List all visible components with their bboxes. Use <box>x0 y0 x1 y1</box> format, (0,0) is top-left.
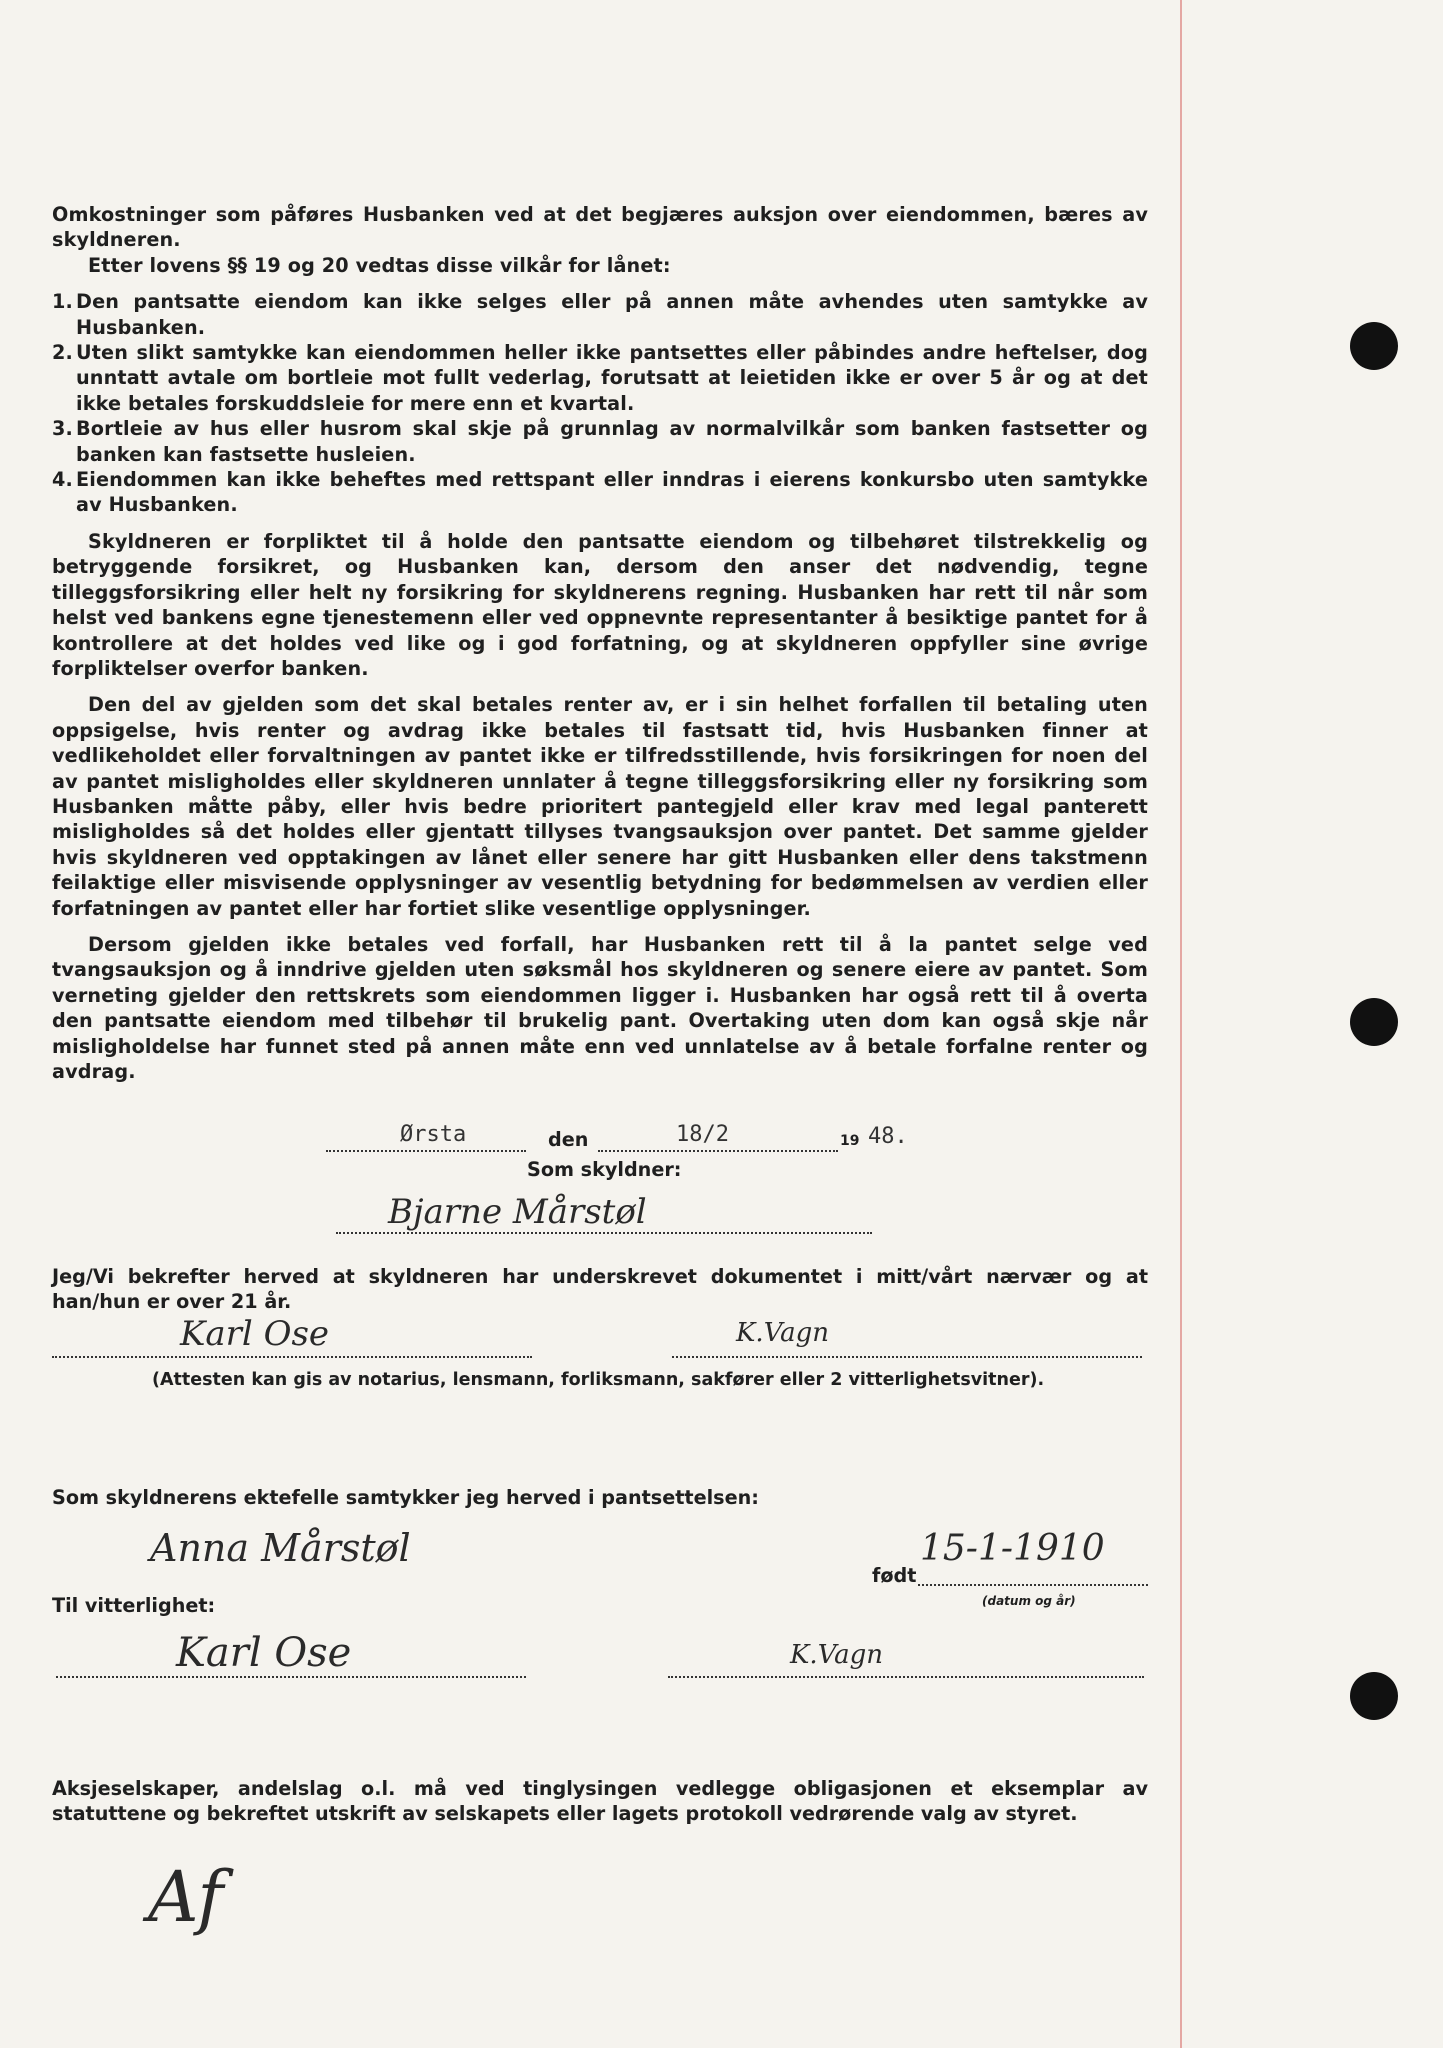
place-line <box>326 1150 526 1152</box>
terms-intro: Etter lovens §§ 19 og 20 vedtas disse vilkår for lånet: <box>88 253 671 277</box>
initials-mark: Af <box>148 1856 224 1938</box>
condition-item: 4. Eiendommen kan ikke beheftes med rettspant eller inndras i eierens konkursbo uten samtykke av Husbanken. <box>52 468 1148 517</box>
costs-paragraph: Omkostninger som påføres Husbanken ved at det begjæres auksjon over eiendommen, bæres av skyldneren. <box>52 203 1148 252</box>
condition-item: 3. Bortleie av hus eller husrom skal skje på grunnlag av normalvilkår som banken fastsetter og banken kan fastsette husleien. <box>52 417 1148 466</box>
witness4-line <box>668 1676 1144 1678</box>
attest-note: (Attesten kan gis av notarius, lensmann, forliksmann, sakfører eller 2 vitterlighetsvitner). <box>152 1370 1045 1390</box>
debtor-signature: Bjarne Mårstøl <box>388 1192 647 1232</box>
som-skyldner-label: Som skyldner: <box>527 1158 682 1181</box>
witness3-line <box>56 1676 526 1678</box>
birth-date: 15-1-1910 <box>920 1528 1105 1569</box>
datum-note: (datum og år) <box>982 1594 1076 1608</box>
year-prefix: 19 <box>840 1133 860 1149</box>
enforcement-paragraph: Dersom gjelden ikke betales ved forfall, har Husbanken rett til å la pantet selge ved tvangsauksjon og å inndrive gjelden uten søksmål hos skyldneren og senere eiere av pantet. Som verneting gjelder den rettskrets som eiendommen ligger i. Husbanken har også rett til å overta den pantsatte eiendom med tilbehør til brukelig pant. Overtaking uten dom kan også skje når misligholdelse har funnet sted på annen måte enn ved unnlatelse av å betale forfalne renter og avdrag. <box>52 932 1148 1083</box>
date-value: 18/2 <box>676 1122 729 1147</box>
debtor-signature-line <box>336 1232 872 1234</box>
witness4-signature: K.Vagn <box>790 1640 883 1670</box>
condition-item: 1. Den pantsatte eiendom kan ikke selges eller på annen måte avhendes uten samtykke av Husbanken. <box>52 290 1148 339</box>
den-label: den <box>548 1128 589 1151</box>
insurance-paragraph: Skyldneren er forpliktet til å holde den pantsatte eiendom og tilbehøret tilstrekkelig og betryggende forsikret, og Husbanken kan, dersom den anser det nødvendig, tegne tilleggsforsikring eller helt ny forsikring for skyldnerens regning. Husbanken har rett til når som helst ved bankens egne tjenestemenn eller ved oppnevnte representanter å besiktige pantet for å kontrollere at det holdes ved like og i god forfatning, og at skyldneren oppfyller sine øvrige forpliktelser overfor banken. <box>52 529 1148 680</box>
witness1-signature: Karl Ose <box>180 1314 330 1354</box>
til-vitterlighet-label: Til vitterlighet: <box>52 1594 216 1617</box>
witness2-line <box>672 1356 1142 1358</box>
birth-date-line <box>918 1584 1148 1586</box>
date-line <box>598 1150 838 1152</box>
spouse-statement: Som skyldnerens ektefelle samtykker jeg herved i pantsettelsen: <box>52 1486 759 1509</box>
condition-item: 2. Uten slikt samtykke kan eiendommen heller ikke pantsettes eller påbindes andre heftelser, dog unntatt avtale om bortleie mot fullt vederlag, forutsatt at leietiden ikke er over 5 år og at det ikke betales forskuddsleie for mere enn et kvartal. <box>52 341 1148 415</box>
fodt-label: født <box>872 1564 917 1587</box>
place-value: Ørsta <box>400 1122 467 1147</box>
witness1-line <box>52 1356 532 1358</box>
company-note: Aksjeselskaper, andelslag o.l. må ved tinglysingen vedlegge obligasjonen et eksemplar av statuttene og bekreftet utskrift av selskapets eller lagets protokoll vedrørende valg av styret. <box>52 1777 1148 1825</box>
witness3-signature: Karl Ose <box>176 1630 352 1676</box>
default-paragraph: Den del av gjelden som det skal betales renter av, er i sin helhet forfallen til betaling uten oppsigelse, hvis renter og avdrag ikke betales til fastsatt tid, hvis Husbanken finner at vedlikeholdet eller forvaltningen av pantet ikke er tilfredsstillende, hvis forsikringen for noen del av pantet misligholdes eller skyldneren unnlater å tegne tilleggsforsikring eller ny forsikring som Husbanken måtte påby, eller hvis bedre prioritert pantegjeld eller krav med legal panterett misligholdes så det holdes eller gjentatt tillyses tvangsauksjon over pantet. Det samme gjelder hvis skyldneren ved opptakingen av lånet eller senere har gitt Husbanken eller dens takstmenn feilaktige eller misvisende opplysninger av vesentlig betydning for bedømmelsen av verdien eller forfatningen av pantet eller har fortiet slike vesentlige opplysninger. <box>52 693 1148 920</box>
witness-statement: Jeg/Vi bekrefter herved at skyldneren har underskrevet dokumentet i mitt/vårt nærvær og at han/hun er over 21 år. <box>52 1265 1148 1313</box>
year-value: 48. <box>868 1124 908 1149</box>
witness2-signature: K.Vagn <box>736 1318 829 1348</box>
spouse-signature: Anna Mårstøl <box>150 1526 411 1570</box>
